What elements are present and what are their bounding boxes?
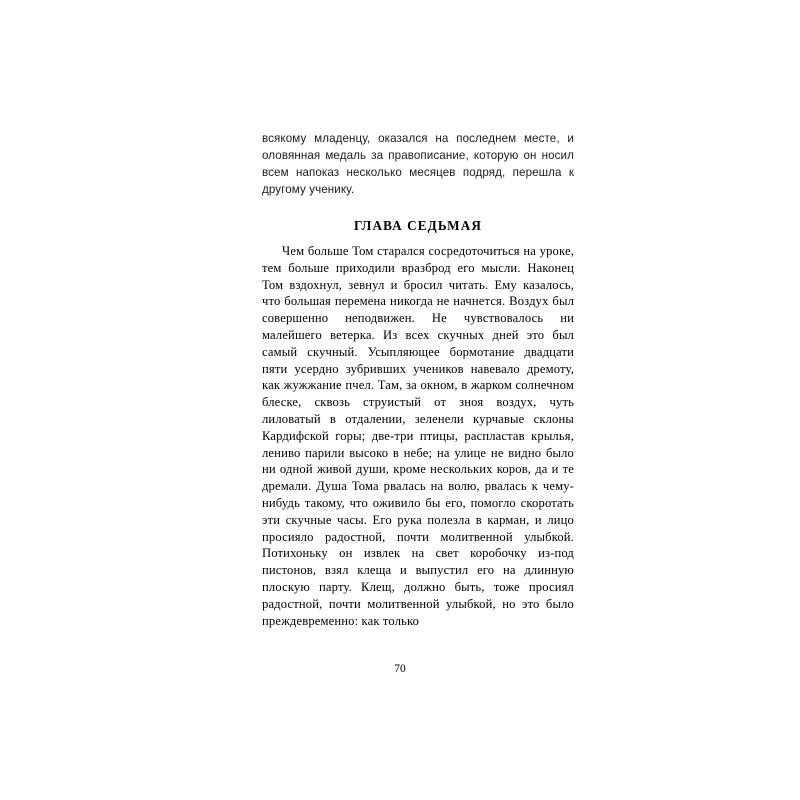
text-column — [262, 130, 574, 629]
continuation-paragraph: всякому младенцу, оказался на последнем месте, и оловянная медаль за правописание, которую он носил всем напоказ несколько месяцев подряд, перешла к другому ученику. — [262, 132, 574, 196]
body-paragraph: Чем больше Том старался сосредоточиться на уроке, тем больше приходили вразброд его мысли. Наконец Том вздохнул, зевнул и бросил читать. Ему казалось, что большая перемена никогда не начнется. Воздух был совершенно неподвижен. Не чувствовалось ни малейшего ветерка. Из всех скучных дней это был самый скучный. Усыпляющее бормотание двадцати пяти усердно зубривших учеников навевало дремоту, как жужжание пчел. Там, за окном, в жарком солнечном блеске, сквозь струистый от зноя воздух, чуть лиловатый в отдалении, зеленели курчавые склоны Кардифской горы; две-три птицы, распластав крылья, лениво парили высоко в небе; на улице не видно было ни одной живой души, кроме нескольких коров, да и те дремали. Душа Тома рвалась на волю, рвалась к чему-нибудь такому, что оживило бы его, помогло скоротать эти скучные часы. Его рука полезла в карман, и лицо просияло радостной, почти молитвенной улыбкой. Потихоньку он извлек на свет коробочку из-под пистонов, взял клеща и выпустил его на длинную плоскую парту. Клещ, должно быть, тоже просиял радостной, почти молитвенной улыбкой, но это было преждевременно: как только — [262, 244, 574, 628]
page-number: 70 — [394, 663, 406, 675]
chapter-heading: ГЛАВА СЕДЬМАЯ — [354, 218, 482, 233]
